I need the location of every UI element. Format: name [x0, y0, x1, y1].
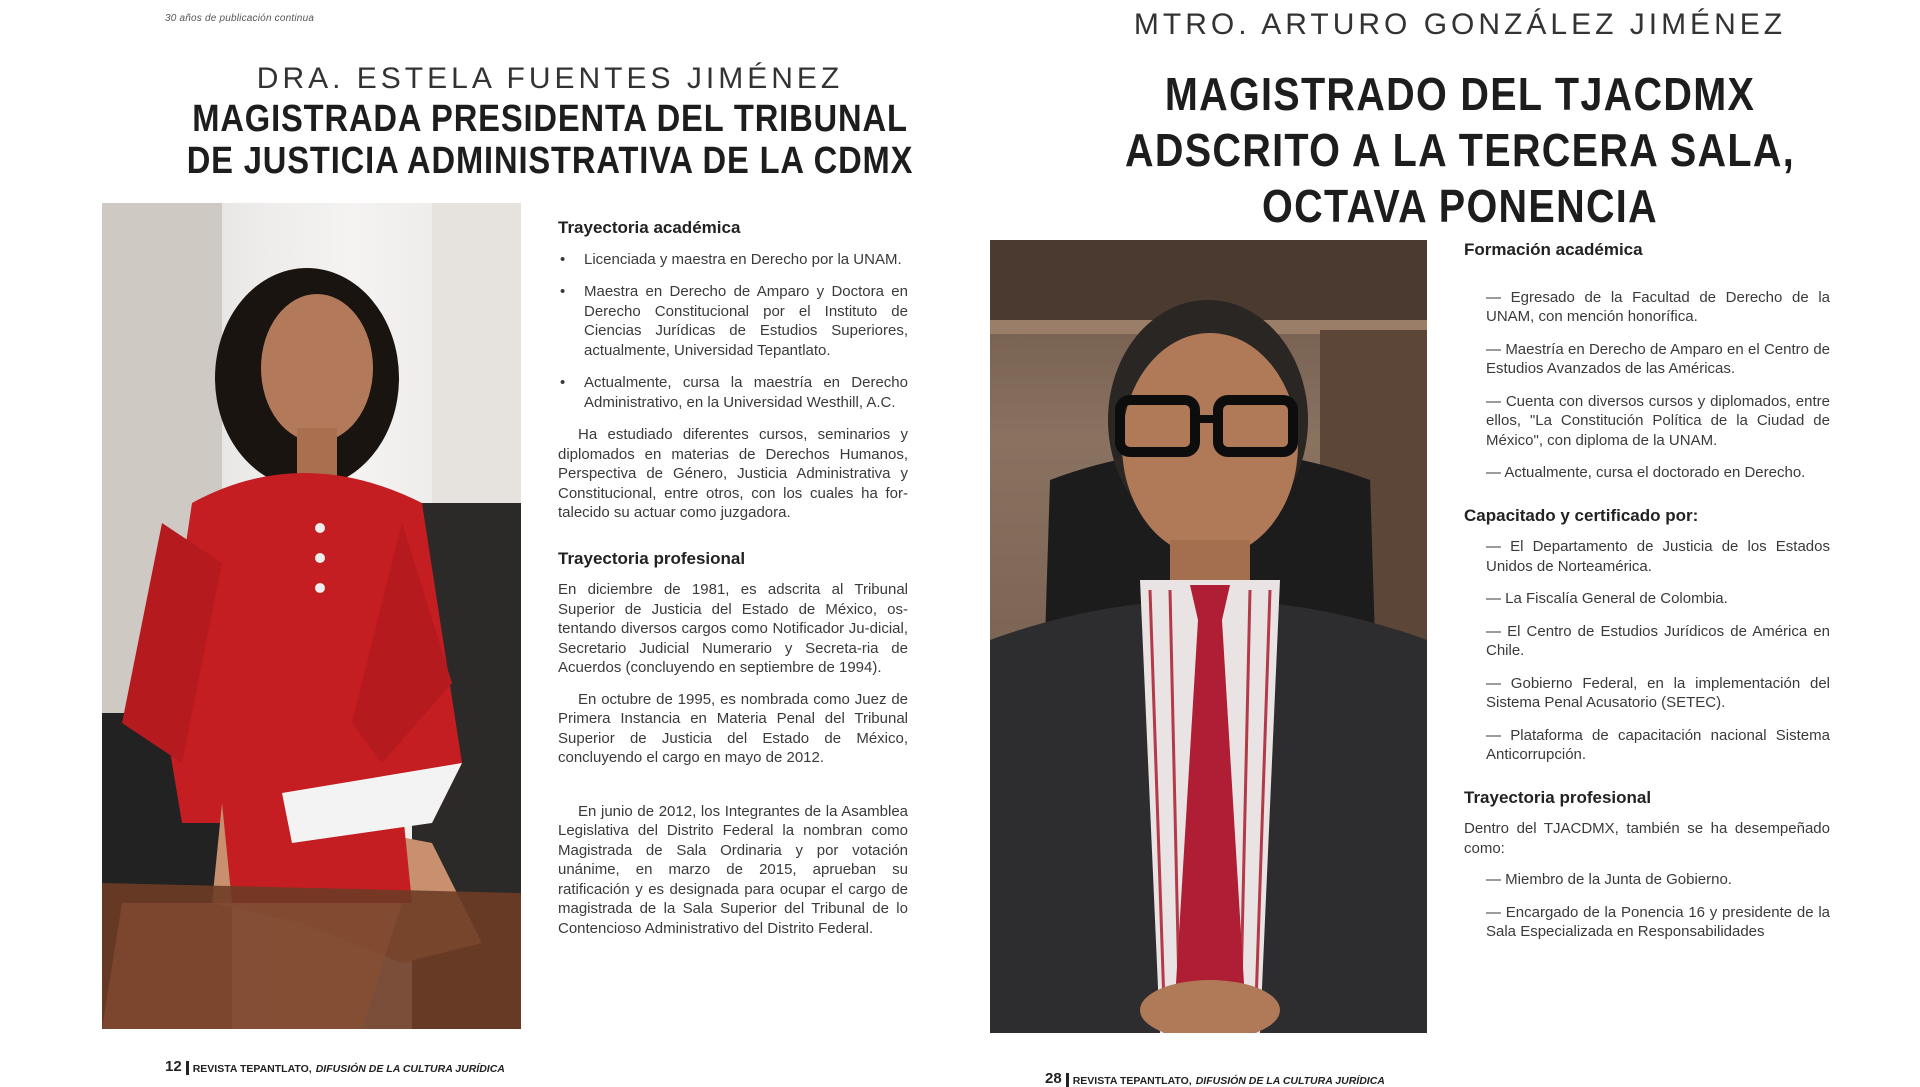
- person-name: MTRO. ARTURO GONZÁLEZ JIMÉNEZ: [1133, 8, 1787, 41]
- portrait-illustration: [102, 203, 521, 1029]
- role-line: DE JUSTICIA ADMINISTRATIVA DE LA CDMX: [186, 140, 914, 182]
- list-item: — El Centro de Estudios Jurídicos de América en Chile.: [1486, 622, 1830, 659]
- certified-list: [1464, 537, 1830, 765]
- list-item: — Maestría en Derecho de Amparo en el Centro de Estudios Avanzados de las Américas.: [1486, 340, 1830, 377]
- person-name: DRA. ESTELA FUENTES JIMÉNEZ: [256, 62, 844, 95]
- list-item: — Encargado de la Ponencia 16 y presidente de la Sala Especializada en Responsabilidades: [1486, 903, 1830, 940]
- professional-list: [1464, 870, 1830, 942]
- magazine-subtitle: DIFUSIÓN DE LA CULTURA JURÍDICA: [1195, 1075, 1385, 1087]
- person-role: [1013, 66, 1907, 234]
- paragraph: Dentro del TJACDMX, también se ha desempeñado como:: [1464, 820, 1830, 857]
- list-item: • Actualmente, cursa la maestría en Derecho Administrativo, en la Universidad Westhill, A.C.: [558, 373, 908, 412]
- list-item: — La Fiscalía General de Colombia.: [1486, 590, 1728, 607]
- right-page: [960, 0, 1920, 1087]
- section-heading: Trayectoria académica: [558, 218, 741, 237]
- role-line: ADSCRITO A LA TERCERA SALA,: [1125, 124, 1795, 176]
- list-item: • Maestra en Derecho de Amparo y Doctora en Derecho Constitucional por el Instituto de Ciencias Jurídicas de Estudios Superiores, actualmente, Universidad Tepantlato.: [558, 282, 908, 360]
- section-heading: Trayectoria profesional: [558, 548, 746, 568]
- paragraph: En diciembre de 1981, es adscrita al Tribunal Superior de Justicia del Estado de México, os-tentando diversos cargos como Notificador Ju-dicial, Secretario Judicial Numerario y Secreta-ria de Acuerdos (concluyendo en septiembre de 1994).: [558, 581, 908, 676]
- page-footer: [1045, 1070, 1385, 1087]
- footer-divider: [186, 1061, 189, 1075]
- academic-list: [1464, 288, 1830, 483]
- list-item: — Gobierno Federal, en la implementación del Sistema Penal Acusatorio (SETEC).: [1486, 674, 1830, 711]
- academic-list: [558, 250, 908, 413]
- portrait-photo: [990, 240, 1427, 1033]
- role-line: MAGISTRADA PRESIDENTA DEL TRIBUNAL: [192, 98, 908, 140]
- list-item: — El Departamento de Justicia de los Estados Unidos de Norteamérica.: [1486, 538, 1830, 575]
- page-number: 12: [165, 1058, 182, 1075]
- magazine-subtitle: DIFUSIÓN DE LA CULTURA JURÍDICA: [315, 1063, 505, 1075]
- list-item: — Actualmente, cursa el doctorado en Derecho.: [1486, 464, 1806, 481]
- list-item: — Egresado de la Facultad de Derecho de la UNAM, con mención honorífica.: [1486, 288, 1830, 325]
- person-role: [172, 98, 929, 182]
- role-line: OCTAVA PONENCIA: [1262, 180, 1658, 232]
- magazine-name: REVISTA TEPANTLATO,: [1072, 1075, 1192, 1087]
- footer-divider: [1066, 1073, 1069, 1087]
- section-heading: Trayectoria profesional: [1464, 787, 1652, 807]
- portrait-photo: [102, 203, 521, 1029]
- section-heading: Formación académica: [1464, 240, 1643, 259]
- left-text-column: [558, 218, 908, 950]
- section-heading: Capacitado y certificado por:: [1464, 505, 1699, 525]
- right-text-column: [1464, 240, 1830, 955]
- page-footer: [165, 1058, 505, 1075]
- magazine-name: REVISTA TEPANTLATO,: [192, 1063, 312, 1075]
- series-tagline: 30 años de publicación continua: [165, 13, 315, 24]
- role-line: MAGISTRADO DEL TJACDMX: [1164, 68, 1756, 120]
- paragraph: En junio de 2012, los Integrantes de la Asamblea Legislativa del Distrito Federal la nombran como Magistrada de Sala Ordinaria y por votación unánime, en marzo de 2015, aprueban su ratificación y es designada para ocupar el cargo de magistrada de la Sala Superior del Tribunal de lo Contencioso Administrativo del Distrito Federal.: [558, 802, 908, 937]
- list-item: — Miembro de la Junta de Gobierno.: [1486, 871, 1732, 888]
- list-item: • Licenciada y maestra en Derecho por la UNAM.: [558, 250, 908, 270]
- left-page: [0, 0, 960, 1080]
- list-item: — Plataforma de capacitación nacional Sistema Anticorrupción.: [1486, 726, 1830, 763]
- list-item: — Cuenta con diversos cursos y diplomados, entre ellos, "La Constitución Política de la Ciudad de México", con diploma de la UNAM.: [1486, 392, 1830, 449]
- portrait-illustration: [990, 240, 1427, 1033]
- paragraph: En octubre de 1995, es nombrada como Juez de Primera Instancia en Materia Penal del Tribunal Superior de Justicia del Estado de México, concluyendo el cargo en mayo de 2012.: [558, 690, 908, 766]
- page-number: 28: [1045, 1070, 1062, 1087]
- paragraph: Ha estudiado diferentes cursos, seminarios y diplomados en materias de Derechos Humanos, Perspectiva de Género, Justicia Administrativa y Constitucional, entre otros, con los cuales ha for-talecido su actuar como juzgadora.: [558, 426, 908, 521]
